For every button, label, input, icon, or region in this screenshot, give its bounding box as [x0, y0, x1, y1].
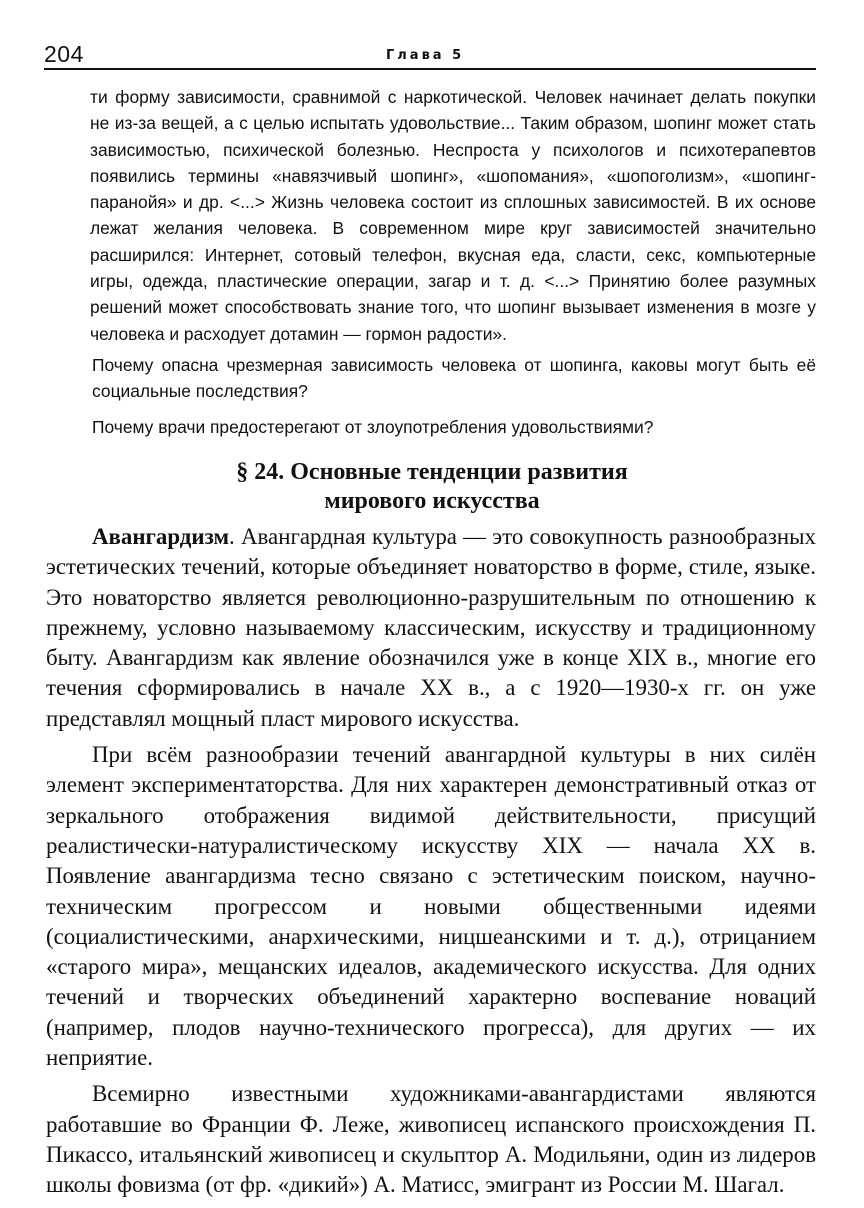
section-title-line-1: § 24. Основные тенденции развития	[236, 459, 628, 485]
section-title-line-2: мирового искусства	[324, 488, 540, 514]
header-rule	[44, 68, 816, 70]
quote-block	[92, 84, 816, 347]
term-avantgarde: Авангардизм	[92, 524, 230, 549]
body-text	[46, 522, 816, 1207]
paragraph-avantgarde-text: . Авангардная культура — это совокупность разнообразных эстетических течений, которые объединяет новаторство в форме, стиле, языке. Это новаторство является революционно-разрушительным по отношению к прежнему, условно называемому классическим, искусству и традиционному быту. Авангардизм как явление обозначился уже в конце XIX в., многие его течения сформировались в начале XX в., а с 1920—1930-х гг. он уже представлял мощный пласт мирового искусства.	[46, 524, 816, 731]
paragraph-experiment: При всём разнообразии течений авангардной культуры в них силён элемент экспериментаторства. Для них характерен демонстративный отказ от зеркального отображения видимой действительности, присущий реалистически-натуралистическому искусству XIX — начала XX в. Появление авангардизма тесно связано с эстетическим поиском, научно-техническим прогрессом и новыми общественными идеями (социалистическими, анархическими, ницшеанскими и т. д.), отрицанием «старого мира», мещанских идеалов, академического искусства. Для одних течений и творческих объединений характерно воспевание новаций (например, плодов научно-технического прогресса), для других — их неприятие.	[46, 742, 816, 1071]
page-header	[44, 40, 816, 76]
quote-text: ти форму зависимости, сравнимой с наркотической. Человек начинает делать покупки не из-за вещей, а с целью испытать удовольствие... Таким образом, шопинг может стать зависимостью, психической болезнью. Неспроста у психологов и психотерапевтов появились термины «навязчивый шопинг», «шопомания», «шопоголизм», «шопинг-паранойя» и др. <...> Жизнь человека состоит из сплошных зависимостей. В их основе лежат желания человека. В современном мире круг зависимостей значительно расширился: Интернет, сотовый телефон, вкусная еда, сласти, секс, компьютерные игры, одежда, пластические операции, загар и т. д. <...> Принятию более разумных решений может способствовать знание того, что шопинг вызывает изменения в мозге у человека и расходует дотамин — гормон радости».	[90, 87, 816, 344]
question-2: Почему врачи предостерегают от злоупотребления удовольствиями?	[92, 417, 654, 437]
section-title	[150, 458, 714, 516]
page-number: 204	[44, 41, 84, 67]
questions-block	[92, 352, 816, 450]
paragraph-artists: Всемирно известными художниками-авангардистами являются работавшие во Франции Ф. Леже, живописец испанского происхождения П. Пикассо, итальянский живописец и скульптор А. Модильяни, один из лидеров школы фовизма (от фр. «дикий») А. Матисс, эмигрант из России М. Шагал.	[46, 1081, 816, 1198]
paragraph-avantgarde	[46, 522, 816, 734]
question-1: Почему опасна чрезмерная зависимость человека от шопинга, каковы могут быть её социальные последствия?	[92, 355, 816, 401]
chapter-label: Глава 5	[386, 48, 465, 63]
